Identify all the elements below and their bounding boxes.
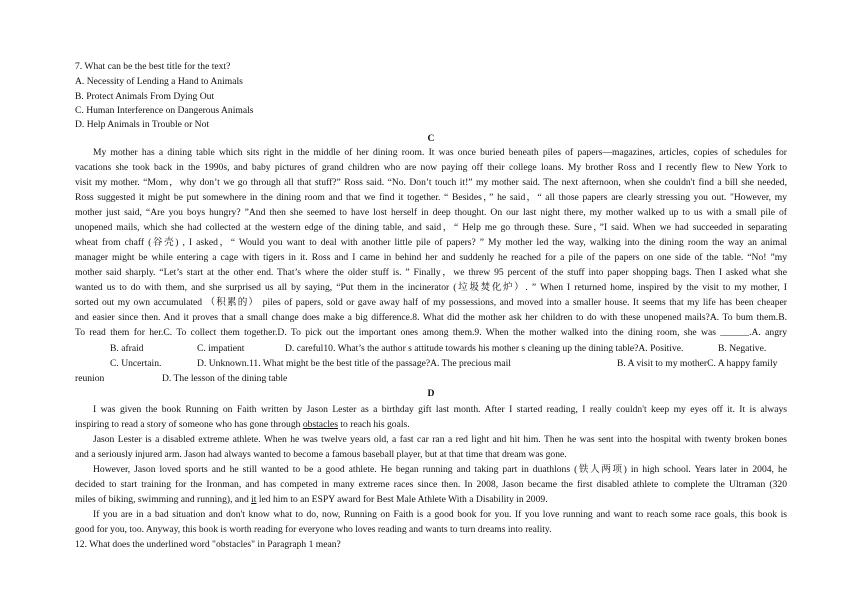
passage-c-line: mother said sharply. “Let’s start at the other end. That’s where the older stuff is. ” Finally，we threw 95 percent of the stuff into paper shopping bags. Then I asked what she [75,267,787,278]
underlined-word-obstacles: obstacles [302,419,338,430]
passage-c-line: unopened mails, which she had collected at the western edge of the dining table, and said，“ Help me go through these. Sure，”I said. When we had succeeded in separating [75,222,787,233]
passage-c-line: visit my mother. “Mom，why don’t we go through all that stuff?” Ross said. “No. Don’t touch it!” my mother said. The next afternoon, when she couldn't find a bill she needed, [75,177,787,188]
passage-c-line: My mother has a dining table which sits right in the middle of her dining room. It was once buried beneath piles of papers—magazines, articles, copies of schedules for [93,147,787,158]
passage-c-line: Ross suggested it might be put somewhere in the dining room and that we find it together. “ Besides，” he said，“ all those papers are clearly stressing you out. "However, my [75,192,787,203]
q10-option-c: C. Uncertain. [110,358,162,369]
passage-d-p2-line1: Jason Lester is a disabled extreme athlete. When he was twelve years old, a fast car ran a red light and hit him. Then he was sent into the hospital with twenty broken bones [93,434,787,445]
passage-c-line: vacations she took back in the 1990s, and baby pictures of grand children who are now paying off their college loans. My brother Ross and I recently flew to New York to [75,162,787,173]
passage-d-p1-line1: I was given the book Running on Faith written by Jason Lester as a birthday gift last month. After I started reading, I really couldn't keep my eyes off it. It is always [93,404,787,415]
underlined-word-it: it [251,494,257,505]
q9-option-c: C. impatient [197,343,245,354]
passage-d-p3-line3: miles of biking, swimming and running), and it led him to an ESPY award for Best Male Athlete With a Disability in 2009. [75,494,548,505]
passage-d-p3-line2: decided to start training for the Ironman, and has competed in many extreme races since then. In 2008, Jason became the first disabled athlete to complete the Ultraman (320 [75,479,787,490]
question-12: 12. What does the underlined word "obstacles" in Paragraph 1 mean? [75,539,341,550]
section-c-heading: C [427,133,435,144]
passage-c-line: manager might be while entering a cage with tigers in it. Ross and I came in behind her and suddenly he reached for a pile of the papers on one side of the table. “No! ”my [75,252,787,263]
passage-d-p4-line2: good for you, too. Anyway, this book is worth reading for everyone who loves reading and wants to turn dreams into reality. [75,524,552,535]
q11-option-b-c: B. A visit to my motherC. A happy family [617,358,778,369]
question-7: 7. What can be the best title for the text? [75,61,231,72]
q10-option-d-and-question-11: D. Unknown.11. What might be the best title of the passage?A. The precious mail [197,358,511,369]
passage-d-p2-line2: and a seriously injured arm. Jason had always wanted to become a famous baseball player, but at that time that dream was gone. [75,449,567,460]
section-d-heading: D [427,388,435,399]
q7-option-c: C. Human Interference on Dangerous Animals [75,105,254,116]
q11-option-c-cont: reunion [75,373,105,384]
passage-d-p1-line2: inspiring to read a story of someone who has gone through obstacles to reach his goals. [75,419,410,430]
q11-option-d: D. The lesson of the dining table [162,373,288,384]
q7-option-a: A. Necessity of Lending a Hand to Animals [75,76,243,87]
passage-c-line: wheat from chaff (谷壳) , I asked，“ Would you want to deal with another little pile of papers? ” My mother led the way, walking into the dining room the way an animal [75,237,787,248]
passage-c-line: sorted out my own accumulated （积累的） piles of papers, sold or gave away half of my possessions, and moved into a smaller house. It seems that my life has been cheaper [75,297,787,308]
q7-option-b: B. Protect Animals From Dying Out [75,91,215,102]
passage-d-p4-line1: If you are in a bad situation and don't know what to do, now, Running on Faith is a good book for you. If you love running and want to reach some race goals, this book is [93,509,787,520]
q9-option-b: B. afraid [110,343,144,354]
passage-c-line: wanted us to do with them, and she surprised us all by saying, “Put them in the incinerator (垃圾焚化炉）. ” When I returned home, inspired by the visit to my mother, I [75,282,787,293]
passage-c-line: and easier since then. And it proves that a small change does make a big difference.8. What did the mother ask her children to do with these unopened mails?A. To bum them.B. [75,312,787,323]
q10-option-b: B. Negative. [718,343,767,354]
passage-c-line: mother just said, “Are you boys hungry? ”And then she seemed to have lost herself in deep thought. On our last night there, my mother walked up to us with a small pile of [75,207,787,218]
q7-option-d: D. Help Animals in Trouble or Not [75,119,210,130]
passage-d-p3-line1: However, Jason loved sports and he still wanted to be a good athlete. He began running and taking part in duathlons (铁人两项) in high school. Years later in 2004, he [93,464,787,475]
passage-c-line: To read them for her.C. To collect them together.D. To pick out the important ones among them.9. When the mother walked into the dining room, she was ______.A. angry [75,327,787,338]
q9-option-d-and-question-10: D. careful10. What’s the author s attitude towards his mother s cleaning up the dining table?A. Positive. [285,343,684,354]
